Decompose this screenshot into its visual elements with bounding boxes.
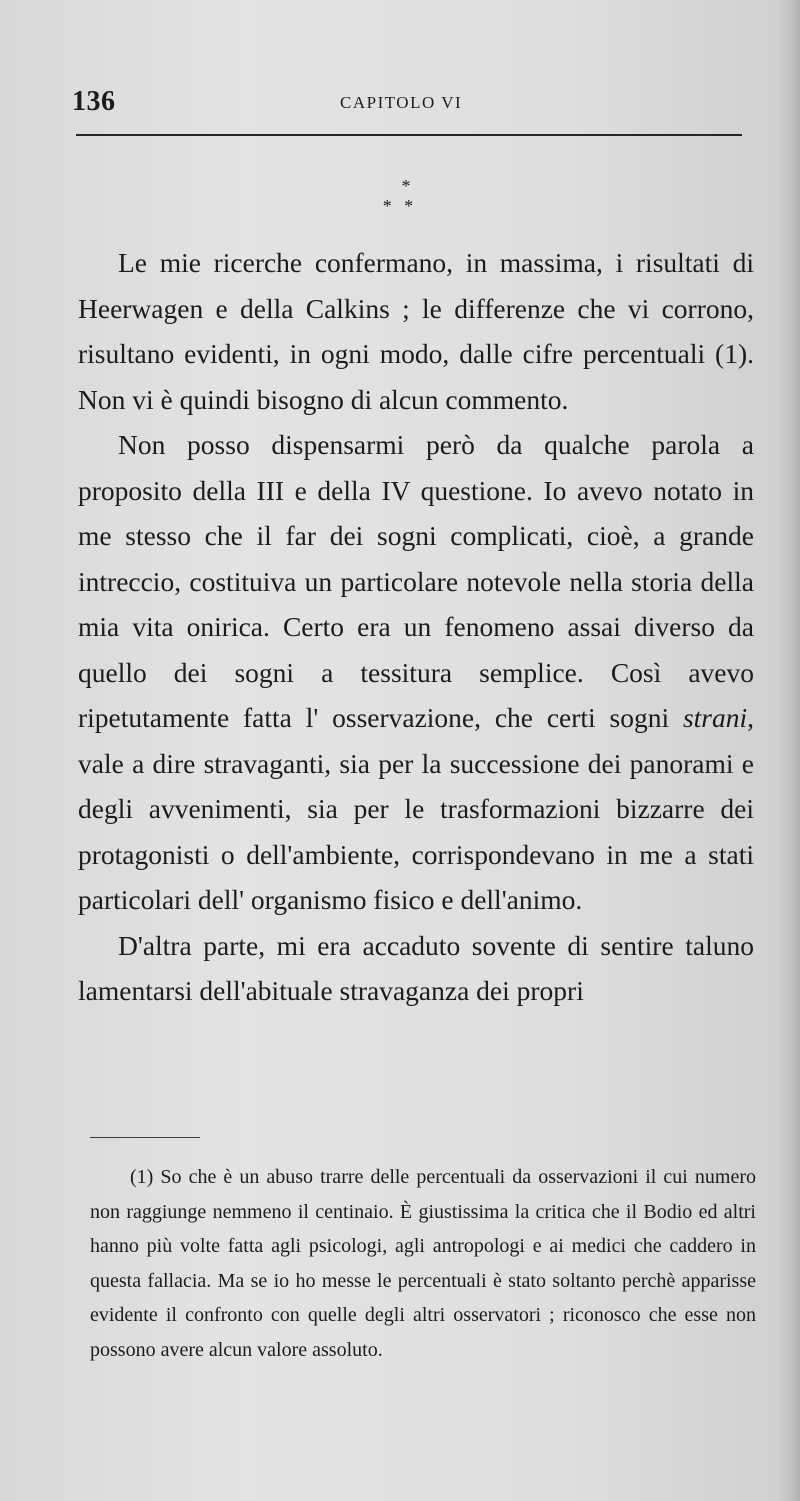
paragraph-2-text: Non posso dispensarmi però da qualche parola a proposito della III e della IV questione. Io avevo notato in me stesso che il far dei sogni complicati, cioè, a grande intreccio, costituiva un particolare notevole nella storia della mia vita onirica. Certo era un fenomeno assai diverso da quello dei sogni a tessitura semplice. Così avevo ripetutamente fatta l' osservazione, che certi sogni: [78, 429, 754, 733]
asterism-bottom: * *: [382, 196, 418, 216]
body-text: [78, 240, 754, 1014]
footnote-text: (1) So che è un abuso trarre delle percentuali da osservazioni il cui numero non raggiunge nemmeno il centinaio. È giustissima la critica che il Bodio ed altri hanno più volte fatta agli psicologi, agli antropologi e ai medici che caddero in questa fallacia. Ma se io ho messe le percentuali è stato soltanto perchè apparisse evidente il confronto con quelle degli altri osservatori ; riconosco che esse non possono avere alcun valore assoluto.: [90, 1166, 756, 1361]
paragraph-2-continuation: , vale a dire stravaganti, sia per la successione dei panorami e degli avvenimenti, sia per le trasformazioni bizzarre dei protagonisti o dell'ambiente, corrispondevano in me a stati particolari dell' organismo fisico e dell'animo.: [78, 702, 754, 915]
paragraph-3: D'altra parte, mi era accaduto sovente di sentire taluno lamentarsi dell'abituale stravaganza dei propri: [78, 929, 754, 1006]
paragraph-1: Le mie ricerche confermano, in massima, i risultati di Heerwagen e della Calkins ; le differenze che vi corrono, risultano evidenti, in ogni modo, dalle cifre percentuali (1). Non vi è quindi bisogno di alcun commento.: [78, 247, 754, 415]
italic-word: strani: [682, 702, 748, 733]
page-edge-shadow: [778, 0, 800, 1501]
page-header: [72, 86, 746, 120]
page-number: 136: [72, 86, 116, 117]
section-asterism: [0, 176, 800, 216]
footnote: [90, 1160, 756, 1367]
header-rule: [76, 134, 742, 136]
paragraph-2: [78, 422, 754, 923]
running-head: CAPITOLO VI: [340, 93, 463, 112]
asterism-top: *: [401, 176, 411, 196]
footnote-rule: [90, 1137, 200, 1138]
